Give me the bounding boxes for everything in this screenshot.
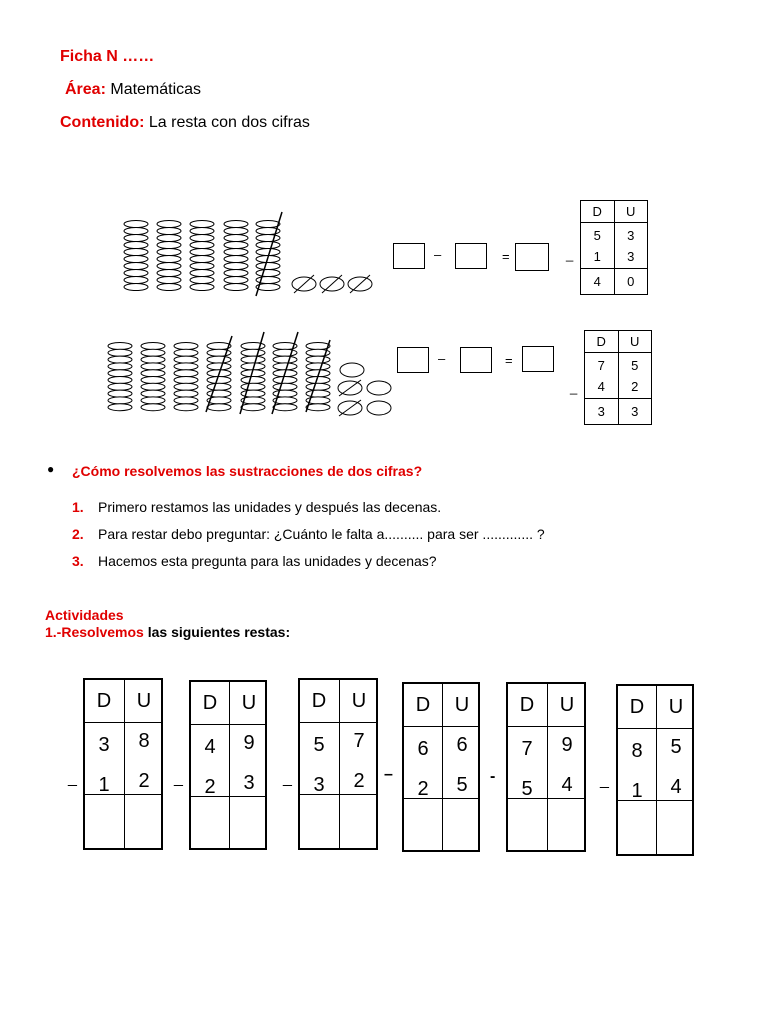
coin (108, 370, 132, 377)
coin (108, 377, 132, 384)
coin (224, 284, 248, 291)
coin (241, 356, 265, 363)
coin (273, 390, 297, 397)
minuend-subtrahend-u (614, 223, 648, 269)
coin (174, 363, 198, 370)
header-d: D (415, 694, 431, 716)
minus-sign: _ (174, 770, 183, 787)
header-d: D (202, 692, 218, 714)
contenido-label: Contenido: (60, 114, 145, 131)
coin (224, 256, 248, 263)
coin (141, 363, 165, 370)
instruction-red: 1.-Resolvemos (45, 624, 144, 640)
coin (207, 363, 231, 370)
coin (174, 370, 198, 377)
coin (273, 363, 297, 370)
subtrahend-d: 2 (417, 778, 429, 800)
coin (108, 383, 132, 390)
activities-instruction (45, 624, 290, 640)
minuend-d: 3 (98, 734, 110, 756)
coin (174, 383, 198, 390)
coin (224, 277, 248, 284)
equals-sign: = (502, 249, 510, 264)
subtraction-grid (83, 678, 163, 850)
coin (174, 377, 198, 384)
coin (108, 404, 132, 411)
minus-sign: _ (600, 772, 609, 789)
coin (157, 277, 181, 284)
minuend-d: 5 (313, 734, 325, 756)
answer-box-result (515, 243, 549, 271)
subtraction-grid (506, 682, 586, 852)
coin (190, 235, 214, 242)
header-d: D (585, 331, 619, 353)
coin (108, 397, 132, 404)
answer-box-subtrahend (460, 347, 492, 373)
list-item (72, 526, 545, 542)
coin (190, 228, 214, 235)
du-table-example-1 (580, 200, 648, 295)
coin (108, 356, 132, 363)
answer-area[interactable] (510, 800, 582, 848)
coin (273, 404, 297, 411)
coin (273, 383, 297, 390)
list-item (72, 499, 441, 515)
header-u: U (618, 331, 652, 353)
coin (108, 390, 132, 397)
coin (124, 277, 148, 284)
header-u: U (559, 694, 575, 716)
coin (124, 284, 148, 291)
minuend-d: 6 (417, 738, 429, 760)
coin (141, 370, 165, 377)
coin (256, 249, 280, 256)
coin (190, 242, 214, 249)
list-item (72, 553, 437, 569)
minuend-u: 5 (670, 736, 682, 758)
coin (273, 356, 297, 363)
coin (141, 397, 165, 404)
coin (306, 363, 330, 370)
coin (124, 256, 148, 263)
coin (157, 263, 181, 270)
coin (108, 363, 132, 370)
header-u: U (351, 690, 367, 712)
minus-sign: _ (68, 770, 77, 787)
value: 2 (631, 378, 639, 394)
area-value: Matemáticas (110, 81, 202, 98)
subtrahend-u: 5 (456, 774, 468, 796)
minus-sign: _ (570, 380, 578, 395)
coin (273, 377, 297, 384)
minuend-subtrahend-d (581, 223, 615, 269)
minus-sign: – (438, 351, 446, 366)
minuend-u: 6 (456, 734, 468, 756)
coin (124, 263, 148, 270)
coin (174, 404, 198, 411)
coin (224, 242, 248, 249)
value: 3 (627, 248, 635, 264)
list-text: Hacemos esta pregunta para las unidades y decenas? (98, 553, 437, 569)
coin (256, 235, 280, 242)
coin (190, 284, 214, 291)
result-u: 0 (614, 269, 648, 295)
coin (157, 284, 181, 291)
coin (124, 249, 148, 256)
coin (367, 401, 391, 415)
subtrahend-u: 3 (243, 772, 255, 794)
coin (306, 356, 330, 363)
coin (241, 377, 265, 384)
minus-sign: _ (283, 770, 292, 787)
coin (157, 221, 181, 228)
coin (256, 263, 280, 270)
coin (190, 277, 214, 284)
list-number: 3. (72, 553, 84, 569)
minuend-u: 9 (561, 734, 573, 756)
header-u: U (614, 201, 648, 223)
coin (224, 221, 248, 228)
header-d: D (519, 694, 535, 716)
coin (224, 249, 248, 256)
coin (207, 356, 231, 363)
coin (224, 228, 248, 235)
coin (256, 270, 280, 277)
activities-title: Actividades (45, 607, 124, 623)
coin (190, 263, 214, 270)
minuend-d: 7 (521, 738, 533, 760)
coin (174, 390, 198, 397)
answer-area[interactable] (302, 796, 374, 846)
coin (141, 404, 165, 411)
value: 5 (593, 227, 601, 243)
value: 1 (593, 248, 601, 264)
header-u: U (241, 692, 257, 714)
coin (174, 356, 198, 363)
coin (224, 270, 248, 277)
coin (174, 397, 198, 404)
minuend-d: 8 (631, 740, 643, 762)
minuend-u: 7 (353, 730, 365, 752)
coin (224, 263, 248, 270)
coin (241, 383, 265, 390)
subtraction-grid (298, 678, 378, 850)
du-table-example-2 (584, 330, 652, 425)
coin (124, 242, 148, 249)
subtrahend-d: 1 (98, 774, 110, 796)
coin (108, 343, 132, 350)
coin (157, 270, 181, 277)
coin (207, 377, 231, 384)
coin (367, 381, 391, 395)
coin (141, 343, 165, 350)
subtrahend-d: 5 (521, 778, 533, 800)
coin (207, 390, 231, 397)
coin (157, 256, 181, 263)
minus-sign: – (434, 247, 442, 262)
coin (124, 235, 148, 242)
header-u: U (454, 694, 470, 716)
equals-sign: = (505, 353, 513, 368)
answer-area[interactable] (620, 802, 690, 852)
subtrahend-u: 4 (561, 774, 573, 796)
coin (190, 256, 214, 263)
answer-box-subtrahend (455, 243, 487, 269)
coin (273, 349, 297, 356)
coin (207, 383, 231, 390)
header-u: U (136, 690, 152, 712)
question-heading: ¿Cómo resolvemos las sustracciones de dos cifras? (72, 463, 423, 479)
value: 5 (631, 357, 639, 373)
header-d: D (311, 690, 327, 712)
coin (340, 363, 364, 377)
list-number: 1. (72, 499, 84, 515)
coin (306, 383, 330, 390)
minus-sign: - (490, 768, 496, 785)
header-d: D (629, 696, 645, 718)
coin (174, 349, 198, 356)
result-d: 3 (585, 399, 619, 425)
coin (241, 404, 265, 411)
value: 7 (597, 357, 605, 373)
header-d: D (96, 690, 112, 712)
coin (157, 242, 181, 249)
coin (306, 404, 330, 411)
answer-area[interactable] (406, 800, 476, 848)
coin (241, 349, 265, 356)
result-d: 4 (581, 269, 615, 295)
value: 3 (627, 227, 635, 243)
list-number: 2. (72, 526, 84, 542)
coin (141, 349, 165, 356)
coin (108, 349, 132, 356)
coin (256, 242, 280, 249)
coin (190, 221, 214, 228)
minus-sign: _ (566, 247, 574, 262)
answer-area[interactable] (87, 796, 159, 846)
subtraction-grid (616, 684, 694, 856)
contenido-value: La resta con dos cifras (148, 114, 310, 131)
minuend-subtrahend-u (618, 353, 652, 399)
header-d: D (581, 201, 615, 223)
coin (124, 221, 148, 228)
subtrahend-u: 2 (353, 770, 365, 792)
coin (157, 249, 181, 256)
subtrahend-d: 3 (313, 774, 325, 796)
minuend-u: 9 (243, 732, 255, 754)
bullet-dot: ● (47, 462, 55, 476)
coin (256, 221, 280, 228)
answer-box-minuend (397, 347, 429, 373)
coin (174, 343, 198, 350)
value: 4 (597, 378, 605, 394)
list-text: Primero restamos las unidades y después las decenas. (98, 499, 442, 515)
result-u: 3 (618, 399, 652, 425)
coin (190, 270, 214, 277)
subtrahend-d: 1 (631, 780, 643, 802)
coin (124, 228, 148, 235)
coin (157, 228, 181, 235)
coin (157, 235, 181, 242)
minuend-d: 4 (204, 736, 216, 758)
instruction-black: las siguientes restas: (143, 624, 291, 640)
coin (224, 235, 248, 242)
minus-sign: – (384, 766, 393, 783)
subtraction-grid (189, 680, 267, 850)
coin (141, 356, 165, 363)
minuend-u: 8 (138, 730, 150, 752)
coin (190, 249, 214, 256)
subtraction-grid (402, 682, 480, 852)
coin (306, 390, 330, 397)
area-label: Área: (65, 81, 106, 98)
subtrahend-d: 2 (204, 776, 216, 798)
coin (141, 390, 165, 397)
list-text: Para restar debo preguntar: ¿Cuánto le falta a.......... para ser ............. ? (98, 526, 545, 542)
answer-box-result (522, 346, 554, 372)
subtrahend-u: 4 (670, 776, 682, 798)
answer-area[interactable] (193, 798, 263, 846)
coin (141, 377, 165, 384)
header-u: U (668, 696, 684, 718)
subtrahend-u: 2 (138, 770, 150, 792)
minuend-subtrahend-d (585, 353, 619, 399)
coin (207, 404, 231, 411)
coin (124, 270, 148, 277)
answer-box-minuend (393, 243, 425, 269)
ficha-title: Ficha N …… (60, 48, 155, 65)
coin (141, 383, 165, 390)
